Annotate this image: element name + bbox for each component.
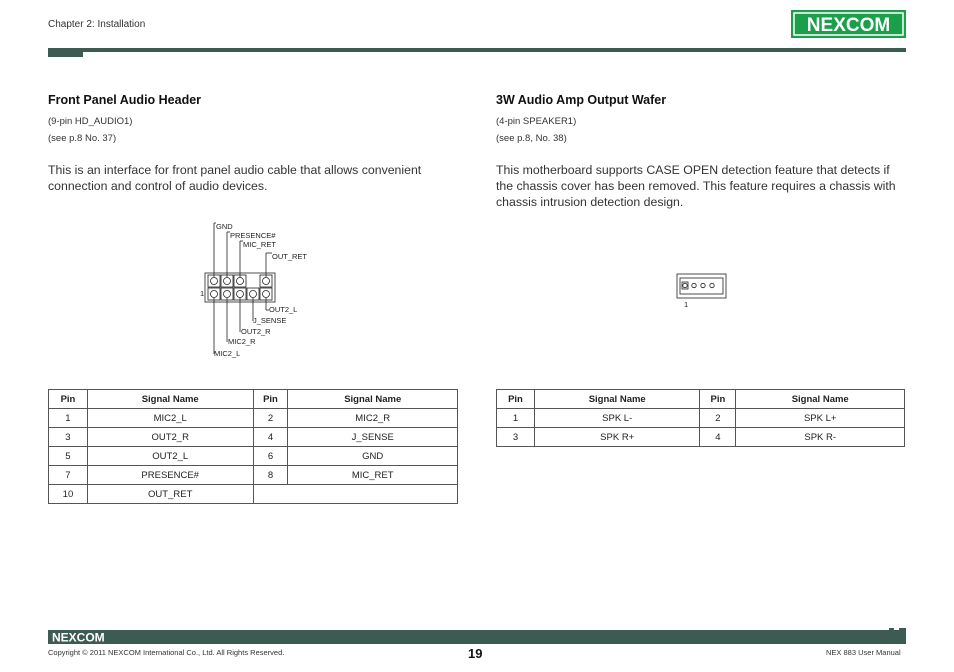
table-row (49, 466, 458, 485)
speaker-wafer-diagram (676, 272, 728, 312)
corner-mark-icon (889, 628, 906, 644)
page-number: 19 (468, 646, 483, 661)
label-pin1: 1 (200, 289, 205, 298)
table-cell: SPK L+ (736, 409, 905, 428)
table-header: Pin (700, 390, 736, 409)
manual-title: NEX 883 User Manual (826, 648, 901, 657)
section-title-amp-wafer: 3W Audio Amp Output Wafer (496, 93, 667, 107)
table-header: Pin (49, 390, 88, 409)
table-row (497, 409, 905, 428)
table-row (49, 447, 458, 466)
table-cell: OUT2_L (87, 447, 253, 466)
table-cell: OUT2_R (87, 428, 253, 447)
table-cell: 10 (49, 485, 88, 504)
table-row (497, 428, 905, 447)
footer-nexcom-logo (52, 631, 110, 643)
connector-reference: (see p.8, No. 38) (496, 133, 567, 144)
label-presence: PRESENCE# (230, 231, 276, 240)
table-cell: SPK R- (736, 428, 905, 447)
label-j-sense: J_SENSE (253, 316, 287, 325)
label-gnd: GND (216, 222, 233, 231)
label-out-ret: OUT_RET (272, 252, 308, 261)
header-tab (48, 50, 83, 57)
label-pin1: 1 (684, 300, 689, 309)
table-cell: PRESENCE# (87, 466, 253, 485)
nexcom-logo (791, 10, 906, 38)
chapter-label: Chapter 2: Installation (48, 19, 146, 30)
table-row (49, 428, 458, 447)
table-cell: 8 (253, 466, 288, 485)
table-header: Signal Name (534, 390, 700, 409)
table-header: Signal Name (87, 390, 253, 409)
section-description: This is an interface for front panel audio cable that allows convenient connection and control of audio devices. (48, 163, 422, 193)
table-header: Pin (497, 390, 535, 409)
table-cell: GND (288, 447, 458, 466)
table-cell: 2 (253, 409, 288, 428)
connector-reference: (see p.8 No. 37) (48, 133, 117, 144)
table-cell: 3 (49, 428, 88, 447)
audio-header-pin-diagram (195, 218, 325, 363)
label-out2-r: OUT2_R (241, 327, 271, 336)
table-cell: 1 (49, 409, 88, 428)
table-header-row (49, 390, 458, 409)
table-header: Signal Name (288, 390, 458, 409)
table-header-row (497, 390, 905, 409)
table-cell: 4 (253, 428, 288, 447)
table-cell: MIC2_R (288, 409, 458, 428)
table-cell: MIC2_L (87, 409, 253, 428)
table-cell: 4 (700, 428, 736, 447)
table-cell: 6 (253, 447, 288, 466)
table-cell: 2 (700, 409, 736, 428)
section-description: This motherboard supports CASE OPEN detection feature that detects if the chassis cover has been removed. This feature requires a chassis with chassis intrusion detection design. (496, 163, 896, 209)
table-cell: SPK R+ (534, 428, 700, 447)
section-title-audio-header: Front Panel Audio Header (48, 93, 202, 107)
table-cell: SPK L- (534, 409, 700, 428)
audio-header-pin-table (48, 389, 458, 504)
label-out2-l: OUT2_L (269, 305, 298, 314)
footer-bar (48, 630, 906, 644)
speaker-wafer-pin-table (496, 389, 905, 447)
connector-id: (4-pin SPEAKER1) (496, 116, 577, 127)
table-row (49, 409, 458, 428)
table-cell: MIC_RET (288, 466, 458, 485)
table-cell: 3 (497, 428, 535, 447)
svg-text:NEXCOM: NEXCOM (52, 631, 105, 643)
table-cell: 7 (49, 466, 88, 485)
table-cell-empty (253, 485, 457, 504)
table-header: Pin (253, 390, 288, 409)
label-mic2-r: MIC2_R (228, 337, 256, 346)
table-cell: 1 (497, 409, 535, 428)
label-mic2-l: MIC2_L (214, 349, 241, 358)
header-rule (48, 48, 906, 52)
table-cell: 5 (49, 447, 88, 466)
connector-id: (9-pin HD_AUDIO1) (48, 116, 133, 127)
table-cell: J_SENSE (288, 428, 458, 447)
copyright-text: Copyright © 2011 NEXCOM International Co., Ltd. All Rights Reserved. (48, 648, 285, 657)
table-cell: OUT_RET (87, 485, 253, 504)
svg-text:NEXCOM: NEXCOM (806, 15, 891, 36)
table-row (49, 485, 458, 504)
label-mic-ret: MIC_RET (243, 240, 276, 249)
table-header: Signal Name (736, 390, 905, 409)
